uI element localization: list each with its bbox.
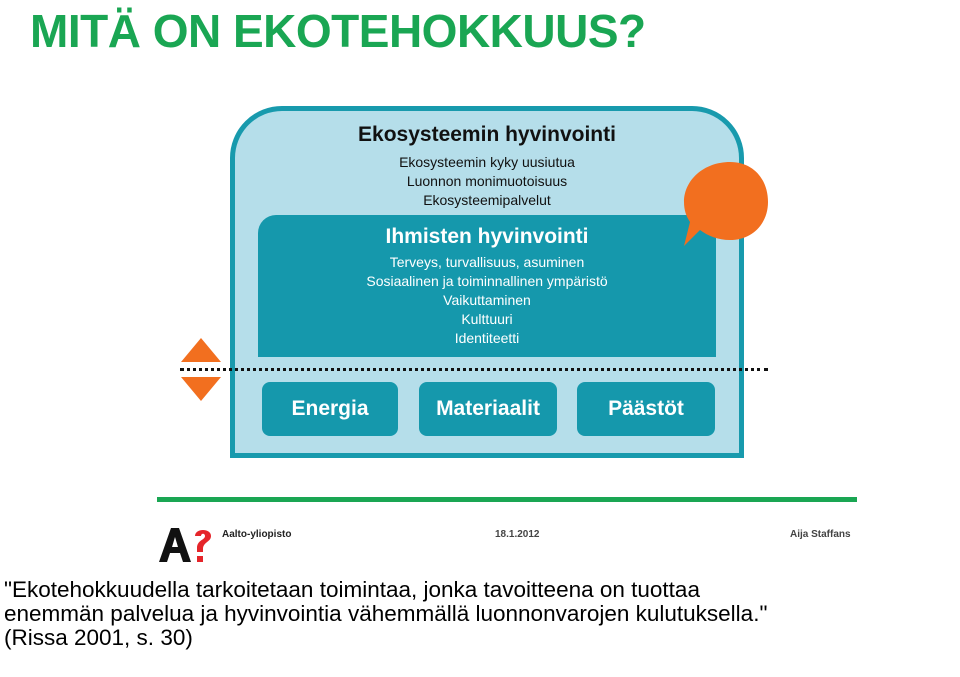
quote-line: "Ekotehokkuudella tarkoitetaan toimintaa, jonka tavoitteena on tuottaa — [4, 577, 700, 602]
footer-date: 18.1.2012 — [495, 529, 540, 540]
ecosystem-item: Ekosysteemipalvelut — [423, 192, 551, 208]
ecosystem-items — [235, 153, 739, 210]
resource-box-materials: Materiaalit — [419, 382, 557, 436]
quote-citation: (Rissa 2001, s. 30) — [4, 625, 193, 650]
footer-divider — [157, 497, 857, 502]
footer-author: Aija Staffans — [790, 529, 851, 540]
down-arrow-icon — [181, 377, 221, 401]
human-wellbeing-title: Ihmisten hyvinvointi — [385, 225, 589, 248]
human-wellbeing-box — [258, 215, 716, 357]
resource-box-emissions: Päästöt — [577, 382, 715, 436]
page-title: MITÄ ON EKOTEHOKKUUS? — [30, 5, 646, 57]
human-item: Identiteetti — [454, 330, 520, 346]
human-item: Kulttuuri — [461, 311, 513, 327]
ecosystem-item: Luonnon monimuotoisuus — [406, 173, 568, 189]
human-wellbeing-items — [258, 253, 716, 348]
footer-logo-text: Aalto-yliopisto — [222, 529, 292, 540]
quote-block — [4, 578, 958, 650]
boundary-dotted-line — [180, 368, 768, 371]
human-item: Vaikuttaminen — [443, 292, 531, 308]
quote-line: enemmän palvelua ja hyvinvointia vähemmällä luonnonvarojen kulutuksella." — [4, 601, 768, 626]
aalto-logo-icon — [157, 524, 213, 564]
up-arrow-icon — [181, 338, 221, 362]
ecosystem-title: Ekosysteemin hyvinvointi — [358, 123, 616, 146]
human-item: Sosiaalinen ja toiminnallinen ympäristö — [366, 273, 608, 289]
human-item: Terveys, turvallisuus, asuminen — [389, 254, 585, 270]
ecosystem-item: Ekosysteemin kyky uusiutua — [399, 154, 575, 170]
resource-box-energy: Energia — [262, 382, 398, 436]
speech-bubble-icon — [680, 158, 772, 250]
